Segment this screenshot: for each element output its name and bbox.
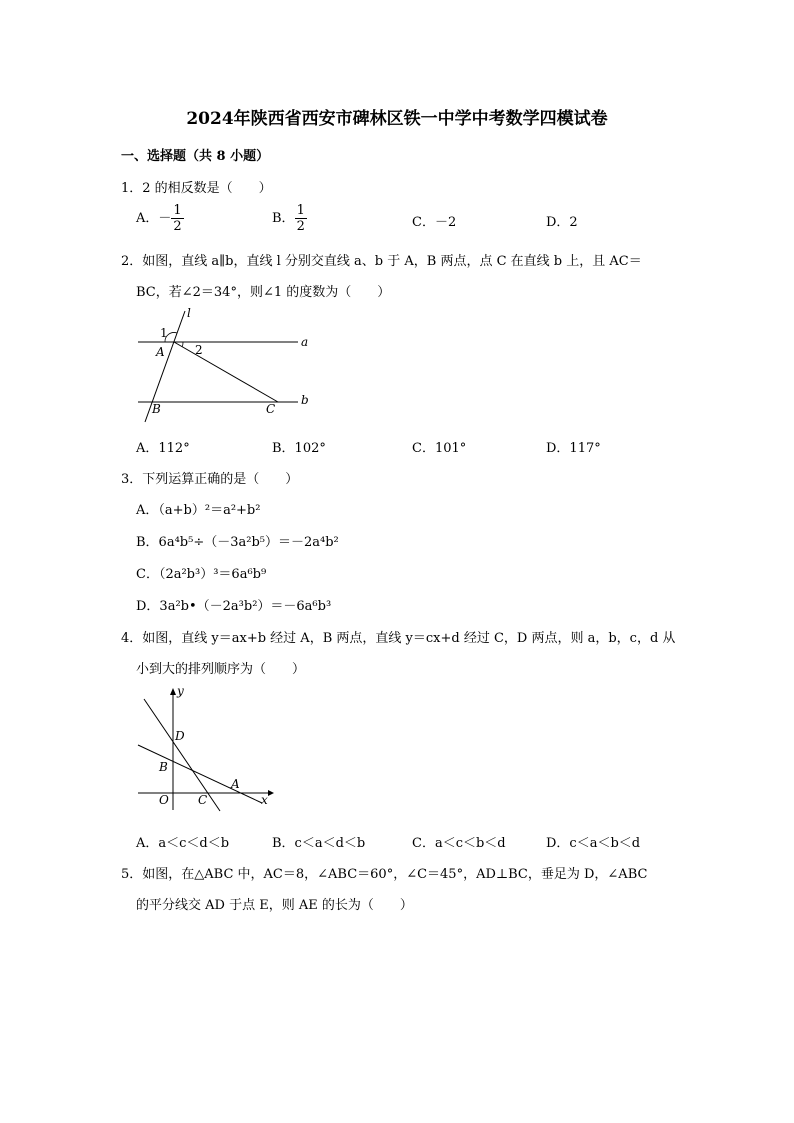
question-5-line-1: 5．如图，在△ABC 中，AC＝8，∠ABC＝60°，∠C＝45°，AD⊥BC，垂足为 D，∠ABC: [121, 867, 648, 882]
question-1-option-d: D．2: [546, 215, 578, 230]
question-2-line-2: BC，若∠2＝34°，则∠1 的度数为（ ）: [136, 285, 391, 300]
question-3-option-a: A．（a+b）²＝a²+b²: [136, 503, 261, 518]
question-5-line-2: 的平分线交 AD 于点 E，则 AE 的长为（ ）: [136, 898, 413, 913]
question-2-line-1: 2．如图，直线 a∥b，直线 l 分别交直线 a、b 于 A，B 两点，点 C 在直线 b 上，且 AC＝: [121, 254, 642, 269]
label-B: B: [152, 402, 161, 416]
label-a: a: [301, 335, 309, 349]
question-1-stem: 1．2 的相反数是（ ）: [121, 181, 272, 196]
label-C: C: [198, 793, 208, 807]
question-2-option-b: B．102°: [272, 441, 326, 456]
line-cd: [144, 699, 220, 811]
segment-ac: [174, 342, 278, 402]
label-angle-2: 2: [195, 343, 203, 357]
question-2-figure: [130, 305, 330, 425]
question-4-option-a: A．a＜c＜d＜b: [136, 836, 230, 851]
label-B: B: [159, 760, 168, 774]
label-O: O: [159, 793, 169, 807]
fraction: $\frac{1}{2}$: [296, 203, 305, 234]
label-y: y: [177, 684, 184, 698]
option-a-label: A．－: [136, 211, 172, 226]
y-axis-arrow: [170, 688, 176, 695]
label-A: A: [156, 345, 165, 359]
label-C: C: [266, 402, 276, 416]
angle-2-arc: [182, 342, 183, 347]
option-b-label: B．: [272, 211, 295, 226]
question-1-option-c: C．－2: [412, 215, 457, 230]
question-1-option-a: [136, 203, 184, 234]
question-4-option-c: C．a＜c＜b＜d: [412, 836, 506, 851]
label-A: A: [231, 777, 240, 791]
label-angle-1: 1: [160, 326, 168, 340]
label-x: x: [261, 793, 268, 807]
question-4-option-d: D．c＜a＜b＜d: [546, 836, 641, 851]
question-3-stem: 3．下列运算正确的是（ ）: [121, 472, 299, 487]
question-1-option-b: [272, 203, 307, 234]
question-3-option-d: D．3a²b•（－2a³b²）＝－6a⁶b³: [136, 599, 332, 614]
question-4-line-2: 小到大的排列顺序为（ ）: [136, 662, 306, 677]
fraction: $\frac{1}{2}$: [173, 203, 182, 234]
x-axis-arrow: [268, 790, 274, 796]
question-3-option-c: C．（2a²b³）³＝6a⁶b⁹: [136, 567, 267, 582]
question-4-line-1: 4．如图，直线 y＝ax+b 经过 A，B 两点，直线 y＝cx+d 经过 C，D 两点，则 a，b，c，d 从: [121, 631, 676, 646]
question-2-option-c: C．101°: [412, 441, 467, 456]
section-heading: 一、选择题（共 8 小题）: [121, 149, 270, 164]
label-b: b: [301, 393, 309, 407]
question-2-option-d: D．117°: [546, 441, 601, 456]
question-2-option-a: A．112°: [136, 441, 190, 456]
question-4-option-b: B．c＜a＜d＜b: [272, 836, 366, 851]
label-D: D: [175, 729, 185, 743]
question-3-option-b: B．6a⁴b⁵÷（－3a²b⁵）＝－2a⁴b²: [136, 535, 339, 550]
question-4-figure: [130, 683, 280, 813]
page-title: 2024年陕西省西安市碑林区铁一中学中考数学四模试卷: [186, 109, 608, 129]
label-l: l: [187, 306, 191, 320]
